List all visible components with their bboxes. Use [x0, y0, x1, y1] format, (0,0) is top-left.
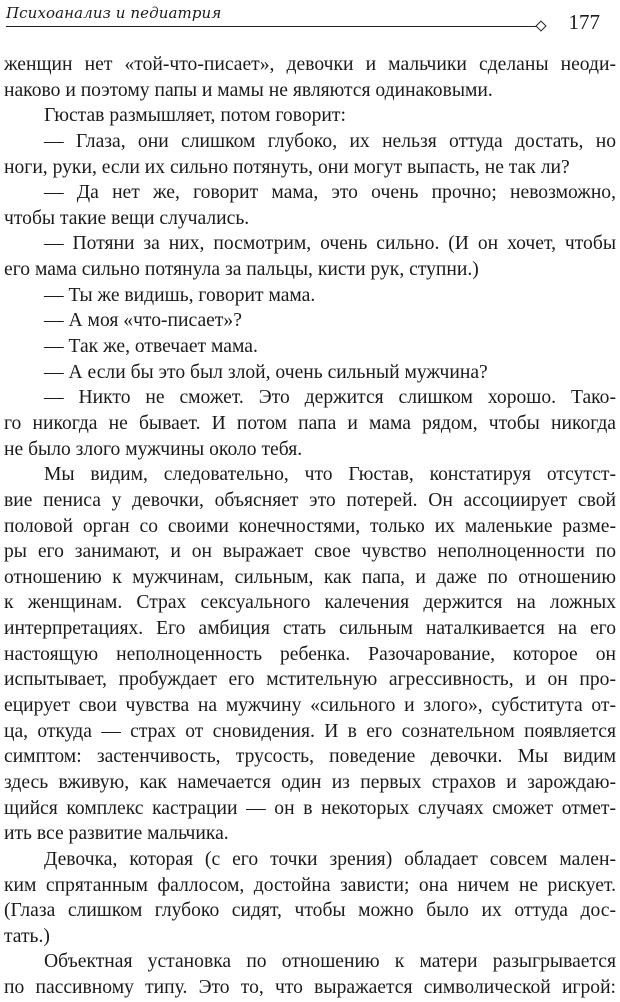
- text-line: ецирует свои чувства на мужчину «сильного и злого», субститута от-: [4, 695, 616, 717]
- body-text: [4, 52, 616, 1001]
- text-line: по пассивному типу. Это то, что выражается символической игрой:: [4, 977, 616, 999]
- text-line: (Глаза слишком глубоко сидят, чтобы можно было их оттуда дос-: [4, 900, 616, 922]
- page-number: 177: [568, 10, 600, 34]
- text-line: наково и поэтому папы и мамы не являются одинаковыми.: [4, 79, 493, 101]
- text-line: ры его занимают, и он выражает свое чувство неполноценности по: [4, 541, 616, 563]
- text-line: не было злого мужчины около тебя.: [4, 438, 303, 460]
- text-line: — Ты же видишь, говорит мама.: [44, 284, 316, 306]
- text-line: испытывает, пробуждает его мстительную агрессивность, и он про-: [4, 669, 616, 691]
- text-line: — Так же, отвечает мама.: [44, 336, 258, 358]
- header-rule: [6, 26, 540, 27]
- text-line: ить все развитие мальчика.: [4, 823, 229, 845]
- text-line: Девочка, которая (с его точки зрения) обладает совсем мален-: [44, 848, 616, 870]
- text-line: го никогда не бывает. И потом папа и мама рядом, чтобы никогда: [4, 412, 616, 434]
- text-line: — А моя «что-писает»?: [44, 310, 242, 332]
- text-line: половой орган со своими конечностями, только их маленькие разме-: [4, 515, 616, 537]
- text-line: интерпретациях. Его амбиция стать сильным наталкивается на его: [4, 618, 616, 640]
- text-line: здесь вживую, как намечается один из первых страхов и зарождаю-: [4, 771, 616, 793]
- text-line: к женщинам. Страх сексуального калечения держится на ложных: [4, 592, 616, 614]
- text-line: отношению к мужчинам, сильным, как папа, и даже по отношению: [4, 566, 616, 588]
- text-line: — Глаза, они слишком глубоко, их нельзя оттуда достать, но: [44, 130, 616, 152]
- text-line: чтобы такие вещи случались.: [4, 207, 250, 229]
- text-line: щийся комплекс кастрации — он в некоторых случаях сможет отмет-: [4, 797, 616, 819]
- text-line: тать.): [4, 925, 50, 947]
- page-header: [6, 0, 610, 40]
- text-line: ким спрятанным фаллосом, достойна зависти; она ничем не рискует.: [4, 874, 616, 896]
- text-line: — Никто не сможет. Это держится слишком хорошо. Тако-: [44, 387, 616, 409]
- text-line: — Да нет же, говорит мама, это очень прочно; невозможно,: [44, 182, 616, 204]
- text-line: женщин нет «той-что-писает», девочки и мальчики сделаны неоди-: [4, 54, 616, 75]
- text-line: Гюстав размышляет, потом говорит:: [44, 105, 346, 127]
- text-line: — Потяни за них, посмотрим, очень сильно. (И он хочет, чтобы: [44, 233, 616, 255]
- running-title: Психоанализ и педиатрия: [6, 4, 222, 22]
- text-line: настоящую неполноценность ребенка. Разочарование, которое он: [4, 643, 616, 665]
- text-line: его мама сильно потянула за пальцы, кисти рук, ступни.): [4, 259, 479, 281]
- text-line: ноги, руки, если их сильно потянуть, они могут выпасть, не так ли?: [4, 156, 570, 178]
- text-line: ца, откуда — страх от сновидения. И в его сознательном появляется: [4, 720, 616, 742]
- text-line: Мы видим, следовательно, что Гюстав, констатируя отсутст-: [44, 464, 616, 486]
- text-line: вие пениса у девочки, объясняет это потерей. Он ассоциирует свой: [4, 489, 616, 511]
- text-line: симптом: застенчивость, трусость, поведение девочки. Мы видим: [4, 746, 616, 768]
- text-line: Объектная установка по отношению к матери разыгрывается: [44, 951, 616, 973]
- diamond-ornament-icon: [535, 20, 546, 31]
- text-line: — А если бы это был злой, очень сильный мужчина?: [44, 361, 488, 383]
